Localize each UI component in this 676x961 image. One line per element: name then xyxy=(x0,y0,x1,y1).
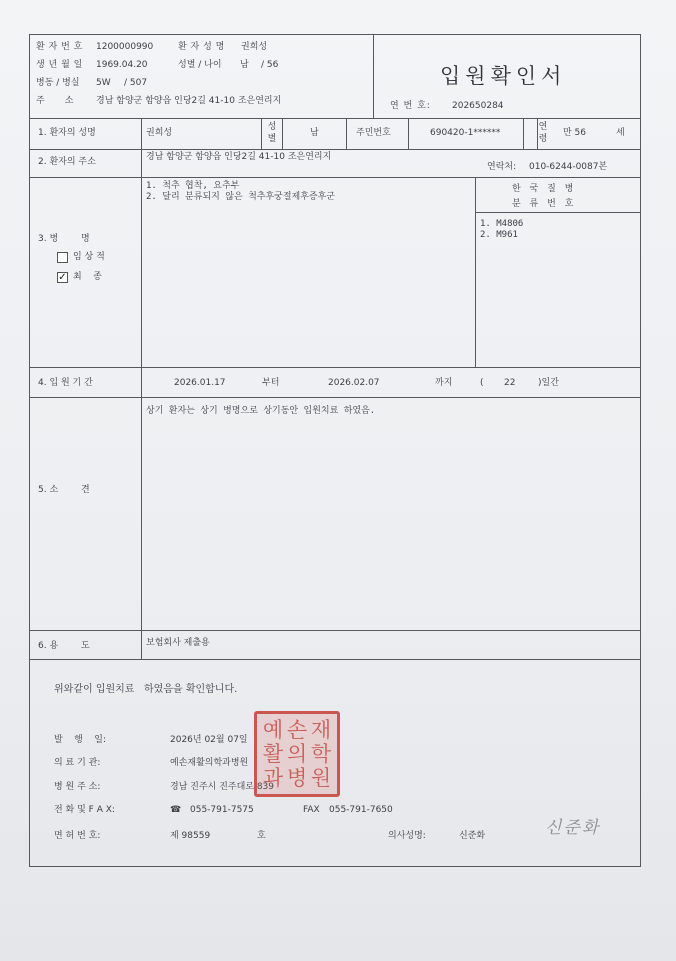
sex-label: 성별 xyxy=(267,122,277,144)
period-label: 4. 입 원 기 간 xyxy=(38,378,93,388)
disease-line-2: 2. 달리 분류되지 않은 척추후궁절제후증후군 xyxy=(146,192,336,202)
sex-age-label: 성별 / 나이 xyxy=(178,60,222,70)
serial-label: 연 번 호: xyxy=(390,101,431,111)
purpose-value: 보험회사 제출용 xyxy=(146,638,210,648)
clinical-label: 임 상 적 xyxy=(73,252,105,262)
ward-label: 병동 / 병실 xyxy=(36,78,80,88)
phone-number: 055-791-7575 xyxy=(190,805,254,815)
final-checkbox[interactable]: ✓ xyxy=(58,272,67,283)
license-label: 면 허 번 호: xyxy=(54,831,101,841)
age-unit: 세 xyxy=(616,128,625,138)
period-end: 2026.02.07 xyxy=(328,378,380,388)
opinion-label: 5. 소 견 xyxy=(38,485,90,495)
contact-label: 연락처: xyxy=(487,162,517,172)
institution-label: 의 료 기 관: xyxy=(54,758,101,768)
fax-label: FAX xyxy=(303,805,320,815)
birth-date: 1969.04.20 xyxy=(96,60,148,70)
issue-label: 발 행 일: xyxy=(54,735,107,745)
purpose-label: 6. 용 도 xyxy=(38,641,90,651)
clinical-checkbox[interactable] xyxy=(57,252,68,263)
contact-value: 010-6244-0087본 xyxy=(529,162,608,172)
hospital-seal-stamp xyxy=(254,711,340,797)
header-sex: 남 xyxy=(240,60,249,70)
ward: 5W xyxy=(96,78,111,88)
patient-no: 1200000990 xyxy=(96,42,154,52)
address-label: 주 소 xyxy=(36,96,74,106)
age-label: 연령 xyxy=(538,122,548,144)
seal-char: 의 xyxy=(286,742,308,766)
seal-char: 원 xyxy=(310,766,332,790)
doctor-name: 신준화 xyxy=(459,831,486,841)
disease-line-1: 1. 척추 협착, 요추부 xyxy=(146,181,240,191)
period-to: 까지 xyxy=(435,378,453,388)
seal-char: 예 xyxy=(262,718,284,742)
doctor-signature: 신준화 xyxy=(545,818,601,838)
name-value: 권희성 xyxy=(146,128,173,138)
period-from: 부터 xyxy=(262,378,280,388)
confirmation-statement: 위와같이 입원치료 하였음을 확인합니다. xyxy=(54,684,238,695)
hospital-addr-label: 병 원 주 소: xyxy=(54,782,101,792)
seal-char: 과 xyxy=(262,766,284,790)
seal-char: 활 xyxy=(262,742,284,766)
period-start: 2026.01.17 xyxy=(174,378,226,388)
header-address: 경남 함양군 함양읍 인당2길 41-10 조은연리지 xyxy=(96,96,282,106)
phone-fax-label: 전 화 및 F A X: xyxy=(54,805,115,815)
rrn-label: 주민번호 xyxy=(356,128,391,138)
patient-name-label: 환 자 성 명 xyxy=(178,42,225,52)
header-age: / 56 xyxy=(261,60,279,70)
period-days: 22 xyxy=(504,378,516,388)
doctor-label: 의사성명: xyxy=(388,831,426,841)
period-close: )일간 xyxy=(538,378,559,388)
sex-value: 남 xyxy=(310,128,319,138)
phone-icon: ☎ xyxy=(170,805,182,815)
hospital-addr: 경남 진주시 진주대로 839 xyxy=(170,782,275,792)
seal-char: 학 xyxy=(310,742,332,766)
institution: 예손재활의학과병원 xyxy=(170,758,249,768)
disease-label: 3. 병 명 xyxy=(38,234,90,244)
period-open: ( xyxy=(480,378,484,388)
seal-char: 재 xyxy=(310,718,332,742)
birth-label: 생 년 월 일 xyxy=(36,60,83,70)
issue-date: 2026년 02월 07일 xyxy=(170,735,248,745)
opinion-text: 상기 환자는 상기 병명으로 상기동안 입원치료 하였음. xyxy=(146,406,376,416)
kcd-code-1: 1. M4806 xyxy=(480,219,524,229)
addr-label: 2. 환자의 주소 xyxy=(38,157,96,167)
seal-char: 병 xyxy=(286,766,308,790)
license-no: 제 98559 xyxy=(170,831,211,841)
final-label: 최 종 xyxy=(73,272,102,282)
rrn-value: 690420-1****** xyxy=(430,128,501,138)
name-label: 1. 환자의 성명 xyxy=(38,128,96,138)
kcd-code-2: 2. M961 xyxy=(480,230,518,240)
fax-number: 055-791-7650 xyxy=(329,805,393,815)
license-suffix: 호 xyxy=(257,831,266,841)
seal-char: 손 xyxy=(286,718,308,742)
room: / 507 xyxy=(124,78,148,88)
addr-value: 경남 함양군 함양읍 인당2길 41-10 조은연리지 xyxy=(146,152,332,162)
age-value: 만 56 xyxy=(563,128,587,138)
serial-no: 202650284 xyxy=(452,101,504,111)
kcd-header-2: 분 류 번 호 xyxy=(512,199,577,209)
patient-name: 권희성 xyxy=(241,42,268,52)
document-title: 입원확인서 xyxy=(440,64,567,88)
kcd-header-1: 한 국 질 병 xyxy=(512,184,577,194)
patient-no-label: 환 자 번 호 xyxy=(36,42,83,52)
